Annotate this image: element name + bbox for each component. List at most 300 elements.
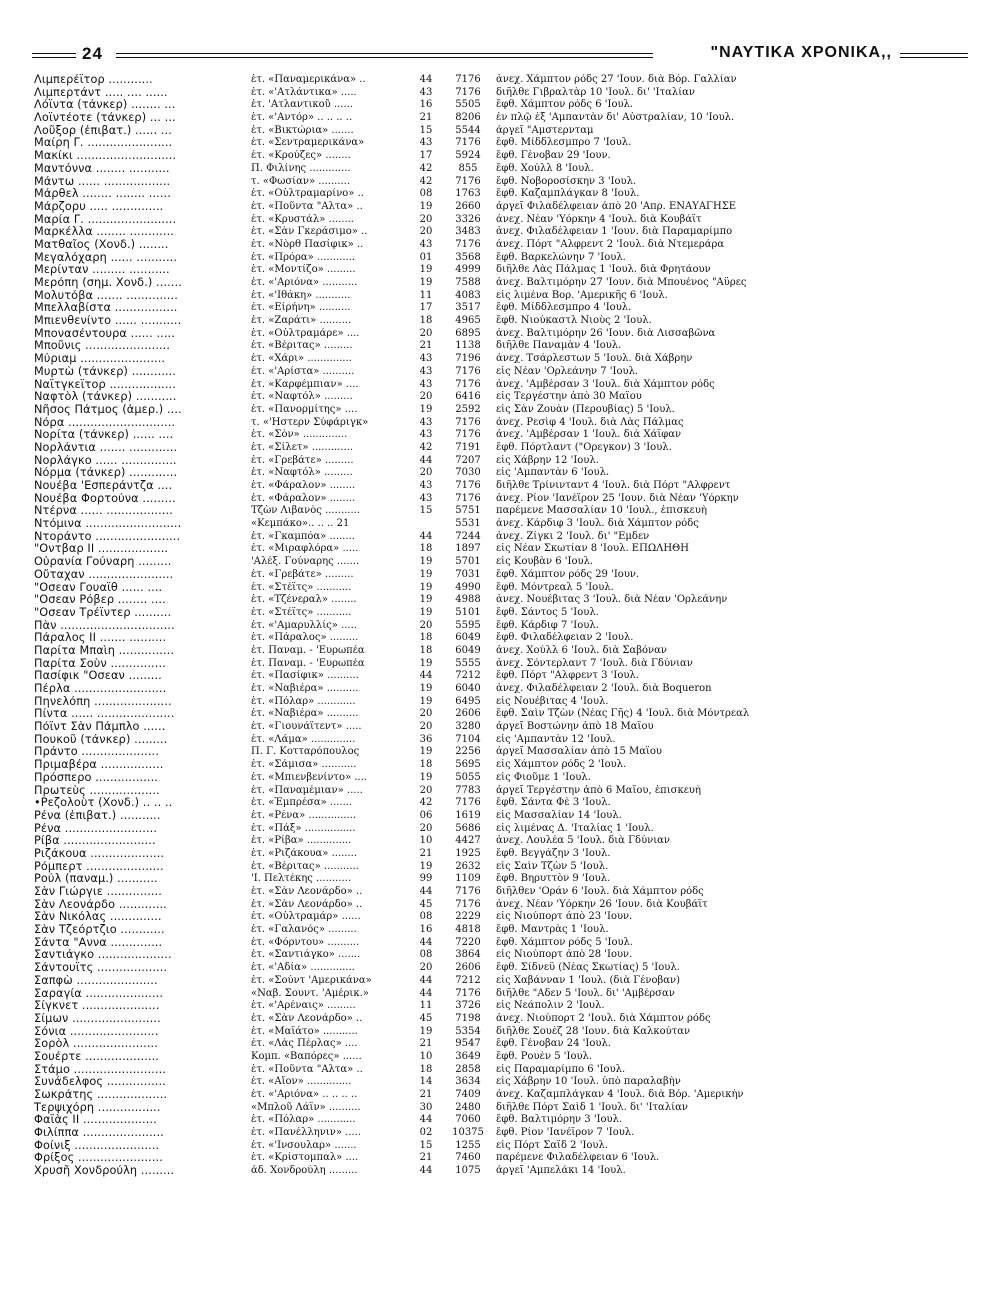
table-row [34,340,964,353]
ship-tonnage: 7176 [455,797,481,809]
ship-status: ἀνεχ. Χάμπτον ρόδς 27 'Ιουν. διὰ Βόρ. Γαλλίαν [496,74,737,85]
ship-year: 18 [419,632,433,644]
ship-owner: ἑτ. «Πανέλληνιν» ..... [251,1127,362,1139]
ship-name: Μπονασέντουρα ...... ..... [34,327,175,340]
ship-tonnage: 7176 [455,175,481,187]
ship-status: εἰς Τεργέστην ἀπὸ 30 Μαΐου [496,391,642,403]
ship-year: 19 [419,683,433,694]
ship-owner: ἑτ. «Οὐλτραμαρίνο» .. [251,188,364,200]
ship-name: Φρίξος ....................... [34,1152,163,1165]
ship-name: Λιμπερέϊτορ ............ [34,74,153,86]
ship-status: ἀνεχ. Κάρδιφ 3 'Ιουλ. διὰ Χάμπτον ρόδς [496,518,699,530]
ship-owner: ἑτ. «Μιραφλόρα» ..... [251,543,359,555]
ship-status: εἰς Μασσαλίαν 14 'Ιουλ. [496,809,622,821]
table-row [34,1038,964,1051]
ship-name: Συνάδελφος ................ [34,1076,166,1089]
ship-owner: ἑτ. «Μοντίζο» ......... [251,264,356,276]
ship-tonnage: 7176 [455,86,481,98]
ship-name: Μποῦνις ....................... [34,340,171,353]
table-row [34,493,964,506]
table-row [34,379,964,392]
ship-name: Οὔταχαν ....................... [34,568,174,581]
ship-owner: ἑτ. «Γρεβάτε» ......... [251,568,354,580]
ship-status: ἀνεχ. Ρίον 'Ιανέϊρον 25 'Ιουν. διὰ Νέαν 'Υόρκην [496,492,739,504]
ship-owner: ἑτ. «Μαϊάτο» ........... [251,1025,358,1037]
ship-owner: τ. «Φωσίαν» .......... [251,175,351,187]
ship-tonnage: 7588 [455,277,481,288]
table-row [34,569,964,582]
ship-year: 15 [419,505,433,517]
ship-name: Σάντουϊτς ................... [34,962,168,975]
ship-year: 44 [419,670,433,682]
table-row [34,366,964,379]
ship-owner: ἑτ. «Γρεβάτε» ......... [251,454,354,466]
ship-status: παρέμενε Μασσαλίαν 10 'Ιουλ., ἐπισκευὴ [496,505,707,517]
ship-name: Μπιενθενίντο ...... ........... [34,315,182,328]
ship-name: Ρόμπερτ ..................... [34,860,164,873]
ship-year: 43 [419,492,433,504]
ship-status: ἔφθ. Πόρτ "Αλφρεντ 3 'Ιουλ. [496,670,639,682]
ship-status: εἰς Σαὶν Τζὼν 5 'Ιουλ. [496,860,609,872]
ship-tonnage: 5531 [455,518,481,530]
ship-status: ἀνεχ. Ρεσὶφ 4 'Ιουλ. διὰ Λὰς Πάλμας [496,416,684,428]
ship-status: ἔφθ. Μαντρὰς 1 'Ιουλ. [496,924,609,936]
table-row [34,861,964,874]
table-row [34,442,964,455]
ship-tonnage: 6049 [455,644,481,656]
ship-tonnage: 10375 [452,1127,484,1139]
ship-tonnage: 2606 [455,708,481,720]
ship-year: 11 [419,289,433,301]
ship-tonnage: 7176 [455,429,481,441]
ship-owner: ἑτ. «'Ατλάντικα» ..... [251,86,357,98]
ship-tonnage: 1763 [455,188,481,200]
ship-tonnage: 3634 [455,1076,481,1088]
ship-owner: ἑτ. «Χάρι» .............. [251,353,352,365]
ship-owner: ἑτ. «Γαλανός» ......... [251,924,357,936]
ship-year: 20 [419,226,433,238]
ship-tonnage: 5505 [455,99,481,111]
ship-owner: ἑτ. «Πασίφικ» .......... [251,670,359,682]
ship-tonnage: 5695 [455,759,481,771]
ship-tonnage: 7196 [455,353,481,365]
ship-year: 19 [419,200,433,212]
ship-year: 08 [419,188,433,200]
ship-tonnage: 2229 [455,911,481,923]
ship-owner: ἑτ. «Ρίβα» .............. [251,835,352,847]
ship-status: εἰς λιμένας Δ. 'Ιταλίας 1 'Ιουλ. [496,822,654,834]
ship-tonnage: 1109 [455,873,481,885]
ship-year: 06 [419,809,433,821]
table-row [34,924,964,937]
ship-year: 21 [419,1089,433,1100]
ship-tonnage: 7244 [455,530,481,542]
ship-status: ἔφθ. Σάντα Φὲ 3 'Ιουλ. [496,797,611,809]
ship-owner: ἑτ. «'Αρίστα» .......... [251,365,355,377]
ship-status: ἀνεχ. Χούλλ 6 'Ιουλ. διὰ Σαβόναν [496,644,667,656]
ship-tonnage: 2660 [455,200,481,212]
ship-year: 20 [419,708,433,720]
ship-owner: ἑτ. «'Αδία» .............. [251,962,355,974]
ship-name: Πρόσπερο ................. [34,771,158,784]
ship-year: 18 [419,1063,433,1075]
ship-year: 43 [419,429,433,441]
ship-status: διῆλθε "Αδεν 5 'Ιουλ. δι' 'Αμβέρσαν [496,987,675,999]
ship-year: 18 [419,759,433,771]
ship-year: 19 [419,746,433,758]
ship-name: Λιμπερτάντ ..... .... ...... [34,86,168,99]
ship-name: Μπελλαβίστα ................. [34,302,178,315]
table-row [34,823,964,836]
ship-owner: ἀδ. Χονδρούλη ......... [251,1165,358,1177]
ship-year: 19 [419,606,433,618]
table-row [34,214,964,227]
ship-owner: ἑτ. «Στέϊτς» ........... [251,581,352,593]
table-row [34,1102,964,1115]
ship-tonnage: 7176 [455,886,481,897]
ship-owner: τ. «'Ηστερν Σύφάριγκ» [251,416,369,428]
ship-year: 15 [419,1139,433,1151]
ship-owner: Τζὼν Λιβανὸς ........... [251,505,361,517]
ship-tonnage: 7191 [455,441,481,453]
table-row [34,582,964,595]
ship-tonnage: 7176 [455,492,481,504]
ship-status: εἰς Σὰν Ζουὰν (Περουβίας) 5 'Ιουλ. [496,403,675,415]
ship-owner: ἑτ. «Ποῦντα "Αλτα» .. [251,200,363,212]
ship-status: εἰς Νιούπορτ ἀπὸ 23 'Ιουν. [496,911,633,923]
ship-tonnage: 4999 [455,264,481,276]
table-row [34,150,964,163]
ship-tonnage: 7176 [455,480,481,491]
table-row [34,239,964,252]
ship-tonnage: 7176 [455,416,481,428]
ship-status: εἰς Παραμαρίμπο 6 'Ιουλ. [496,1063,626,1075]
ship-tonnage: 7176 [455,137,481,149]
table-row [34,848,964,861]
table-row [34,87,964,100]
ship-status: εἰς Νουέβιτας 4 'Ιουλ. [496,695,609,707]
table-row [34,518,964,531]
table-row [34,353,964,366]
ship-tonnage: 7220 [455,936,481,948]
ship-tonnage: 7176 [455,365,481,377]
ship-owner: Π. Γ. Κοτταρόπουλος [251,746,360,758]
table-row [34,417,964,430]
table-row [34,1140,964,1153]
ship-status: εἰς Νέαν 'Ορλεάνην 7 'Ιουλ. [496,365,639,377]
ship-status: ἔφθ. Φιλαδέλφειαν 2 'Ιουλ. [496,632,634,644]
ship-status: εἰς Χάμπτον ρόδς 2 'Ιουλ. [496,759,627,771]
ship-year: 42 [419,162,433,174]
ship-year: 44 [419,1165,433,1177]
ship-year: 44 [419,974,433,986]
ship-tonnage: 7176 [455,898,481,910]
ship-year: 44 [419,74,433,85]
ship-year: 21 [419,847,433,859]
ship-year: 18 [419,315,433,327]
ship-status: ἀργεῖ Βοστώνην ἀπὸ 18 Μαΐου [496,721,654,733]
ship-status: εἰς Φιοῦμε 1 'Ιουλ. [496,771,591,783]
ship-owner: ἑτ. Παναμ. - 'Ευρωπέα [251,644,365,656]
ship-year: 15 [419,124,433,136]
ship-tonnage: 6040 [455,683,481,694]
ship-year: 18 [419,644,433,656]
ship-tonnage: 5701 [455,556,481,568]
ship-name: Μολυτόβα ....... .............. [34,289,178,302]
ship-status: διῆλθεν 'Οράν 6 'Ιουλ. διὰ Χάμπτον ρόδς [496,886,704,897]
ship-year: 21 [419,112,433,124]
ship-name: Πὰν ............................... [34,619,175,632]
ship-owner: ἑτ. «Σάμισα» ........... [251,759,357,771]
ship-owner: 'Αλέξ. Γούναρης ....... [251,556,360,568]
table-row [34,594,964,607]
ship-status: ἀνεχ. Φιλαδέλφειαν 1 'Ιουν. διὰ Παραμαρίμπο [496,226,733,238]
table-row [34,734,964,747]
ship-tonnage: 7031 [455,568,481,580]
ship-name: Ρίβα ......................... [34,835,156,848]
ship-year: 20 [419,327,433,339]
ship-owner: ἑτ. «Σὰν Γκεράσιμο» .. [251,226,368,238]
ship-name: Σωκράτης ................... [34,1089,168,1101]
ship-status: ἀνεχ. Ζίγκι 2 'Ιουλ. δι' "Εμδεν [496,530,650,542]
ship-tonnage: 7212 [455,670,481,682]
ship-year: 21 [419,1038,433,1050]
ship-status: παρέμενε Φιλαδέλφειαν 6 'Ιουλ. [496,1152,660,1164]
ship-year: 19 [419,594,433,606]
ship-tonnage: 9547 [455,1038,481,1050]
ship-owner: ἑτ. «Σαντιάγκο» ....... [251,949,361,961]
ship-status: ἀνεχ. Νέαν 'Υόρκην 26 'Ιουν. διὰ Κουβάϊτ [496,898,708,910]
ship-year: 19 [419,264,433,276]
ship-owner: ἑτ. «Σὰν Λεονάρδο» .. [251,886,363,897]
table-row [34,99,964,112]
ship-name: Μαίρη Γ. ....................... [34,137,173,150]
ship-status: ἔφθ. Βηρυττὸν 9 'Ιουλ. [496,873,611,885]
ship-name: Μεγαλόχαρη ...... ........... [34,251,178,264]
ship-tonnage: 5544 [455,124,481,136]
ship-name: Μερόπη (σημ. Χονδ.) ....... [34,277,182,289]
ship-owner: ἑτ. «Φάραλον» ........ [251,492,356,504]
table-row [34,1051,964,1064]
ship-owner: ἑτ. «Γκαμπόα» ........ [251,530,355,542]
ship-status: εἰς Κουβὰν 6 'Ιουλ. [496,556,594,568]
ship-name: Λοῦξορ (ἐπιβατ.) ...... ... [34,124,172,137]
ship-name: "Οσεαν Ρόβερ ........ .... [34,594,166,607]
ship-name: Πέρλα ......................... [34,683,167,695]
ship-tonnage: 7104 [455,733,481,745]
ship-year: 14 [419,1076,433,1088]
table-row [34,290,964,303]
table-row [34,505,964,518]
ship-tonnage: 6895 [455,327,481,339]
ship-status: ἀνεχ. Νέαν 'Υόρκην 4 'Ιουλ. διὰ Κουβάϊτ [496,213,702,225]
ship-status: εἰς Πόρτ Σαῒδ 2 'Ιουλ. [496,1139,609,1151]
ship-status: ἔφθ. Ρίον 'Ιανέϊρον 7 'Ιουλ. [496,1127,635,1139]
ship-tonnage: 2256 [455,746,481,758]
ship-status: εἰς 'Αμπαντὰν 6 'Ιουλ. [496,467,610,479]
ship-year: 18 [419,543,433,555]
ship-status: ἔφθ. Χάμπτον ρόδς 5 'Ιουλ. [496,936,634,948]
ship-name: Νόρμα (τάνκερ) ............. [34,467,178,480]
ship-owner: ἑτ. «Βικτώρια» ....... [251,124,354,136]
ship-name: Ριζάκουα .................... [34,847,165,860]
ship-year: 43 [419,137,433,149]
ship-tonnage: 3280 [455,721,481,733]
ship-year: 01 [419,251,433,263]
ship-owner: ἑτ. «Ναβιέρα» .......... [251,708,359,720]
ship-status: ἀνεχ. Λουλέα 5 'Ιουλ. διὰ Γδύνιαν [496,835,670,847]
table-row [34,74,964,87]
ship-tonnage: 6416 [455,391,481,403]
ship-name: Μάρθελ ........ ........ ...... [34,188,171,201]
ship-owner: ἑτ. «Ποῦντα "Αλτα» .. [251,1063,363,1075]
ship-name: Πίντα ...... ..................... [34,708,175,721]
ship-tonnage: 5686 [455,822,481,834]
ship-name: Νόρα ............................. [34,416,176,429]
ship-owner: ἑτ. «Ναβιέρα» .......... [251,683,359,694]
ship-tonnage: 7030 [455,467,481,479]
ship-year: 20 [419,784,433,796]
ship-owner: Π. Φιλίνης ............. [251,162,351,174]
ship-year: 20 [419,962,433,974]
ship-owner: ἑτ. «Ζαράτι» .......... [251,315,352,327]
ship-status: ἀργεῖ Μασσαλίαν ἀπὸ 15 Μαΐου [496,746,662,758]
ship-tonnage: 3483 [455,226,481,238]
ship-year: 21 [419,340,433,352]
table-row [34,1013,964,1026]
ship-year: 43 [419,416,433,428]
ship-status: ἔφθ. Σίδνεϋ (Νέας Σκωτίας) 5 'Ιουλ. [496,962,680,974]
ship-status: ἔφθ. Σάντος 5 'Ιουλ. [496,606,599,618]
ship-owner: ἑτ. «Ρένα» ............... [251,809,357,821]
ship-status: ἔφθ. Χούλλ 8 'Ιουλ. [496,162,594,174]
ship-tonnage: 2606 [455,962,481,974]
ship-year: 19 [419,1025,433,1037]
ship-tonnage: 5354 [455,1025,481,1037]
table-row [34,176,964,189]
table-row [34,962,964,975]
table-row [34,683,964,696]
ship-register-list [34,74,964,1178]
ship-name: Ναφτὸλ (τάνκερ) ........... [34,391,177,404]
table-row [34,264,964,277]
ship-year: 17 [419,302,433,314]
ship-owner: ἑτ. «Πανορμίτης» .... [251,403,358,415]
table-row [34,112,964,125]
ship-name: "Οσεαν Τρέϊντερ .......... [34,606,172,619]
ship-status: ἔφθ. Νοβοροσίσκην 3 'Ιουλ. [496,175,637,187]
table-row [34,645,964,658]
ship-tonnage: 5595 [455,619,481,631]
ship-status: ἀνεχ. Φιλαδέλφειαν 2 'Ιουλ. διὰ Boqueron [496,683,712,694]
ship-owner: ἑτ. «Πρόρα» ............ [251,251,356,263]
ship-name: Σὰν Λεονάρδο ............. [34,898,167,911]
ship-status: ἀνεχ. Νιούπορτ 2 'Ιουλ. διὰ Χάμπτον ρόδς [496,1012,711,1024]
ship-status: ἔφθ. Χάμπτον ρόδς 29 'Ιουν. [496,568,640,580]
ship-year: 44 [419,987,433,999]
table-row [34,1165,964,1178]
ship-tonnage: 1255 [455,1139,481,1151]
ship-status: ἔφθ. Καζαμπλάγκαν 8 'Ιουλ. [496,188,640,200]
ship-tonnage: 8206 [455,112,481,124]
ship-owner: ἑτ. «Φόρντου» .......... [251,936,360,948]
ship-name: Σὰν Νικόλας .............. [34,911,162,924]
table-row [34,988,964,1001]
ship-tonnage: 2858 [455,1063,481,1075]
ship-name: Νορίτα (τάνκερ) ...... .... [34,429,174,442]
table-row [34,1114,964,1127]
ship-tonnage: 4965 [455,315,481,327]
ship-tonnage: 6495 [455,695,481,707]
table-row [34,226,964,239]
ship-tonnage: 7176 [455,987,481,999]
ship-year: 42 [419,175,433,187]
ship-owner: ἑτ. «Ἐμπρέσα» ....... [251,797,353,809]
ship-tonnage: 7176 [455,238,481,250]
ship-owner: ἑτ. «Στέϊτς» ........... [251,606,352,618]
table-row [34,302,964,315]
ship-year: 30 [419,1101,433,1113]
ship-name: Μαντόννα ........ ........... [34,162,170,175]
ship-tonnage: 1075 [455,1165,481,1177]
ship-owner: ἑτ. «Γιουνάϊτεντ» ..... [251,721,362,733]
ship-owner: ἑτ. «'Αμαρυλλίς» ..... [251,619,357,631]
ship-status: ἀνεχ. Σόντερλαντ 7 'Ιουλ. διὰ Γδύνιαν [496,657,693,669]
ship-owner: ἑτ. Παναμ. - 'Ευρωπέα [251,657,365,669]
ship-owner: ἑτ. «Παναμερικάνα» .. [251,74,366,85]
ship-name: Στάμο ......................... [34,1063,166,1076]
table-row [34,543,964,556]
table-row [34,1089,964,1102]
ship-year: 08 [419,949,433,961]
header-rule-right [900,53,968,58]
table-row [34,975,964,988]
table-row [34,277,964,290]
ship-year: 43 [419,353,433,365]
ship-status: ἔφθ. Μόντρεαλ 5 'Ιουλ. [496,581,614,593]
ship-tonnage: 3326 [455,213,481,225]
ship-name: Πηνελόπη ..................... [34,695,172,708]
ship-name: Σορὸλ ....................... [34,1038,158,1051]
ship-year: 16 [419,99,433,111]
ship-name: Ματθαῖος (Χονδ.) ........ [34,238,169,251]
ship-tonnage: 2480 [455,1101,481,1113]
ship-name: Νορλάγκο ...... ............... [34,454,177,467]
ship-tonnage: 3568 [455,251,481,263]
page-number: 24 [82,44,103,63]
table-row [34,620,964,633]
table-row [34,886,964,899]
ship-name: Πουκοῦ (τάνκερ) ......... [34,733,168,746]
ship-owner: ἑτ. «Βέριτας» ........... [251,860,359,872]
ship-name: Μερίνταν ......... ........... [34,264,170,277]
table-row [34,467,964,480]
ship-status: εἰς Χάβρην 12 'Ιουλ. [496,454,599,466]
ship-tonnage: 7060 [455,1114,481,1126]
ship-owner: ἑτ. «Νὸρθ Πασίφικ» .. [251,238,364,250]
ship-tonnage: 2632 [455,860,481,872]
ship-tonnage: 7409 [455,1089,481,1100]
ship-name: •Ρεζολοὺτ (Χονδ.) .. .. .. [34,797,173,810]
ship-owner: ἑτ. «Σίλετ» ............. [251,441,354,453]
ship-owner: ἑτ. «Πάξ» ................ [251,822,356,834]
ship-owner: ἑτ. «Ναφτόλ» ......... [251,467,353,479]
publication-title: "ΝΑΥΤΙΚΑ ΧΡΟΝΙΚΑ,, [710,44,892,61]
ship-name: Πρωτεὺς ................... [34,784,160,797]
ship-status: ἔφθ. Μίδδλεσμπρο 7 'Ιουλ. [496,137,632,149]
ship-name: Σάντα "Αννα .............. [34,936,163,949]
table-row [34,201,964,214]
